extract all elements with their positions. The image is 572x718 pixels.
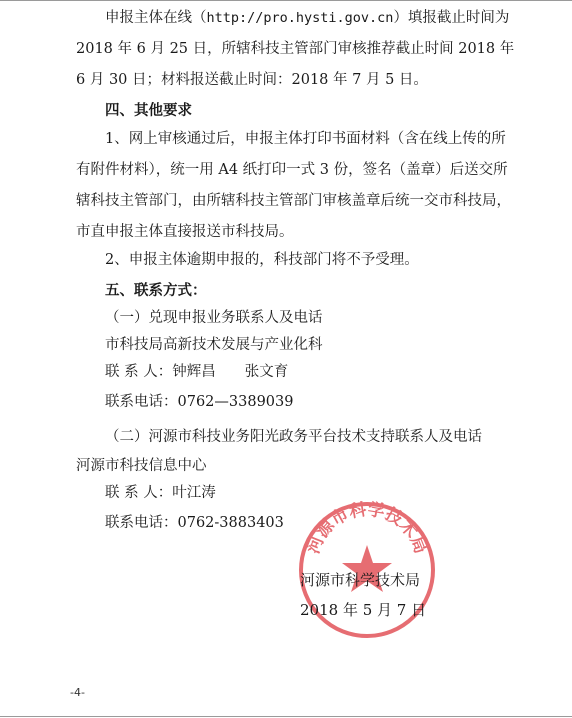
contact-group-2-phone [105, 511, 284, 535]
contact-label: 联 系 人： [105, 364, 173, 380]
deadline-line-2: 2018 年 6 月 25 日，所辖科技主管部门审核推荐截止时间 2018 年 [76, 41, 515, 57]
issue-date: 2018 年 5 月 7 日 [300, 601, 427, 619]
contact-group-1-phone [105, 390, 293, 414]
section-4-item-2: 2、申报主体逾期申报的，科技部门将不予受理。 [105, 252, 419, 268]
phone-number: 0762—3389039 [177, 394, 294, 410]
svg-text:河源市科学技术局: 河源市科学技术局 [303, 499, 431, 557]
issuer-name: 河源市科学技术局 [300, 571, 421, 589]
deadline-text-suffix: ）填报截止时间为 [393, 10, 510, 26]
page-number: -4- [70, 686, 85, 699]
phone-label: 联系电话： [105, 515, 178, 531]
contact-group-2-org: 河源市科技信息中心 [76, 458, 207, 474]
section-4-item-1: 1、网上审核通过后，申报主体打印书面材料（含在线上传的所有附件材料），统一用 A4 纸打印一式 3 份，签名（盖章）后送交所辖科技主管部门，由所辖科技主管部门审核盖章后统一交市科技局，市直申报主体直接报送市科技局。 [76, 131, 511, 240]
phone-number: 0762-3883403 [177, 515, 284, 531]
contact-group-2-person [105, 481, 216, 505]
platform-url: http://pro.hysti.gov.cn [206, 10, 394, 26]
deadline-text-prefix: 申报主体在线（ [105, 10, 207, 26]
contact-group-1-org: 市科技局高新技术发展与产业化科 [105, 337, 323, 353]
top-border [0, 0, 572, 1]
contact-group-1-person [105, 360, 288, 384]
contact-names: 叶江涛 [172, 485, 216, 501]
contact-label: 联 系 人： [105, 485, 173, 501]
contact-names: 钟辉昌 张文育 [172, 364, 289, 380]
contact-group-2-title: （二）河源市科技业务阳光政务平台技术支持联系人及电话 [105, 429, 482, 445]
contact-group-1-title: （一）兑现申报业务联系人及电话 [105, 310, 323, 326]
bottom-border [0, 716, 572, 717]
section-4-heading: 四、其他要求 [105, 103, 192, 119]
deadline-line-1 [105, 6, 509, 30]
deadline-line-3: 6 月 30 日；材料报送截止时间：2018 年 7 月 5 日。 [76, 72, 428, 88]
phone-label: 联系电话： [105, 394, 178, 410]
section-5-heading: 五、联系方式： [105, 283, 207, 299]
